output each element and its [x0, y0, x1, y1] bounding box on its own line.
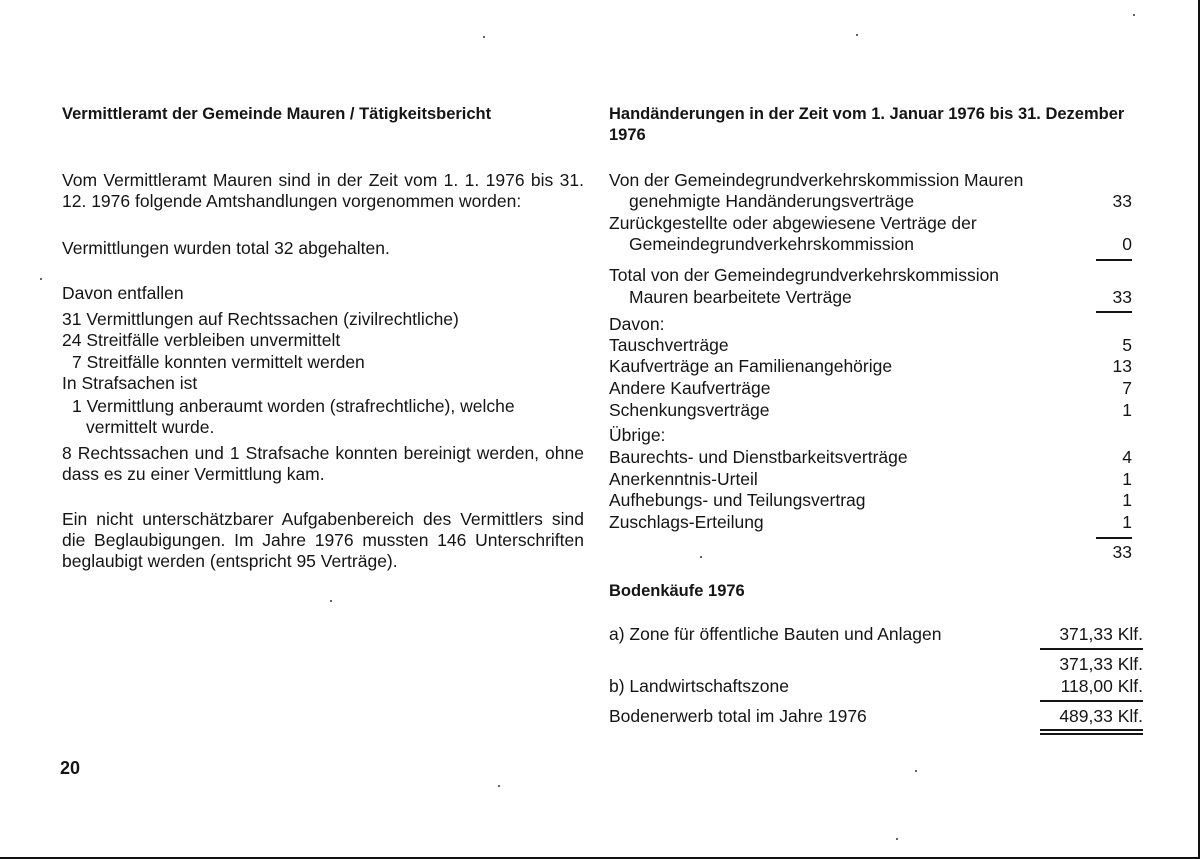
zurueck-line-1: Zurückgestellte oder abgewiesene Verträge der [609, 213, 977, 233]
total-mediations-line: Vermittlungen wurden total 32 abgehalten. [62, 238, 390, 258]
list-item-value: 7 [1122, 378, 1132, 398]
davon-label: Davon entfallen [62, 283, 184, 303]
list-item: Zuschlags-Erteilung [609, 512, 764, 532]
scan-speck [483, 36, 485, 38]
subtotal-value: 371,33 Klf. [1059, 654, 1143, 674]
bereinigt-paragraph: 8 Rechtssachen und 1 Strafsache konnten bereinigt werden, ohne dass es zu einer Vermittlung kam. [62, 443, 584, 484]
list-item-value: 13 [1112, 356, 1132, 376]
zone-b-label: b) Landwirtschaftszone [609, 676, 789, 696]
list-item-value: 4 [1122, 447, 1132, 467]
scan-speck [896, 838, 898, 840]
davon-label: Davon: [609, 314, 665, 334]
genehmigt-value: 33 [1112, 191, 1132, 211]
total-line-1: Total von der Gemeindegrundverkehrskommission [609, 265, 1000, 285]
total-amount: 489,33 Klf. [1059, 706, 1143, 726]
sum-value: 33 [1112, 542, 1132, 562]
zurueck-value: 0 [1122, 234, 1132, 254]
rule [1040, 733, 1143, 735]
list-item: 24 Streitfälle verbleiben unvermittelt [62, 330, 341, 350]
zone-a-label: a) Zone für öffentliche Bauten und Anlagen [609, 624, 942, 644]
scan-speck [1133, 14, 1135, 16]
scan-speck [915, 770, 917, 772]
list-item-value: 1 [1122, 490, 1132, 510]
zone-a-value: 371,33 Klf. [1059, 624, 1143, 644]
rule [1040, 648, 1143, 650]
list-item: In Strafsachen ist [62, 373, 198, 393]
straf-line-1: 1 Vermittlung anberaumt worden (strafrechtliche), welche [72, 396, 515, 416]
list-item: Schenkungsverträge [609, 400, 770, 420]
total-line-2: Mauren bearbeitete Verträge [629, 287, 852, 307]
list-item-value: 1 [1122, 400, 1132, 420]
list-item-value: 1 [1122, 469, 1132, 489]
list-item: Tauschverträge [609, 335, 729, 355]
list-item: 7 Streitfälle konnten vermittelt werden [72, 352, 365, 372]
scan-speck [498, 785, 500, 787]
scan-speck [330, 600, 332, 602]
zone-b-value: 118,00 Klf. [1060, 676, 1143, 696]
zurueck-line-2: Gemeindegrundverkehrskommission [629, 234, 914, 254]
total-label: Bodenerwerb total im Jahre 1976 [609, 706, 867, 726]
list-item: 31 Vermittlungen auf Rechtssachen (zivilrechtliche) [62, 309, 459, 329]
scan-speck [856, 34, 858, 36]
scan-speck [40, 278, 42, 280]
bodenkaeufe-heading: Bodenkäufe 1976 [609, 582, 745, 600]
rule [1096, 259, 1132, 261]
intro-paragraph: Vom Vermittleramt Mauren sind in der Zeit vom 1. 1. 1976 bis 31. 12. 1976 folgende Amtshandlungen vorgenommen worden: [62, 170, 584, 211]
rule [1040, 729, 1143, 731]
right-heading: Handänderungen in der Zeit vom 1. Januar 1976 bis 31. Dezember 1976 [609, 105, 1125, 144]
straf-line-2: vermittelt wurde. [86, 417, 215, 437]
uebrige-label: Übrige: [609, 425, 666, 445]
list-item: Baurechts- und Dienstbarkeitsverträge [609, 447, 908, 467]
total-value: 33 [1112, 287, 1132, 307]
rule [1096, 311, 1132, 313]
list-item-value: 5 [1122, 335, 1132, 355]
rule [1040, 700, 1143, 702]
list-item-value: 1 [1122, 512, 1132, 532]
page-number: 20 [60, 758, 81, 778]
list-item: Aufhebungs- und Teilungsvertrag [609, 490, 866, 510]
genehmigt-line-2: genehmigte Handänderungsverträge [629, 191, 915, 211]
list-item: Andere Kaufverträge [609, 378, 771, 398]
rule [1096, 537, 1132, 539]
beglaubigung-paragraph: Ein nicht unterschätzbarer Aufgabenbereich des Vermittlers sind die Beglaubigungen. Im Jahre 1976 mussten 146 Unterschriften beglaubigt werden (entspricht 95 Verträge). [62, 509, 584, 571]
list-item: Anerkenntnis-Urteil [609, 469, 758, 489]
scan-speck [700, 556, 702, 558]
list-item: Kaufverträge an Familienangehörige [609, 356, 893, 376]
genehmigt-line-1: Von der Gemeindegrundverkehrskommission Mauren [609, 170, 1024, 190]
left-heading: Vermittleramt der Gemeinde Mauren / Tätigkeitsbericht [62, 105, 492, 123]
